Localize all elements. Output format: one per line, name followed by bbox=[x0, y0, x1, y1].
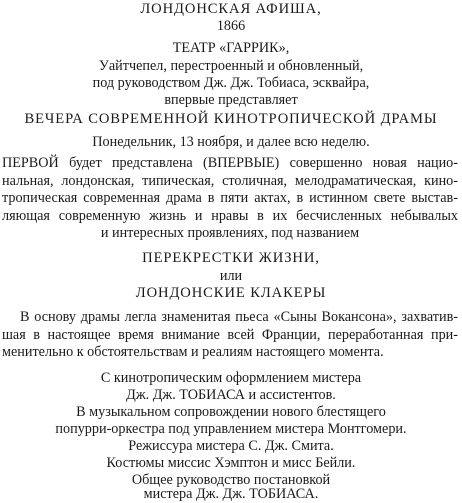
series-title: ВЕЧЕРА СОВРЕМЕННОЙ КИНОТРОПИЧЕСКОЙ ДРАМЫ bbox=[24, 111, 438, 127]
credit-line: Режиссура мистера С. Дж. Смита. bbox=[128, 438, 334, 454]
credit-line: В музыкальном сопровождении нового блестящего bbox=[76, 404, 386, 420]
credit-line: С кинотропическим оформлением мистера bbox=[100, 370, 362, 386]
theatre-line-3: впервые представляет bbox=[164, 92, 298, 108]
heading-year: 1866 bbox=[216, 18, 246, 34]
credit-line: Дж. Дж. ТОБИАСА и ассистентов. bbox=[126, 387, 336, 403]
basis-line: шая в настоящее время внимание всей Франции, переработанная при- bbox=[2, 326, 458, 343]
theatre-line-2: под руководством Дж. Дж. Тобиаса, эсквайра, bbox=[92, 75, 370, 91]
basis-paragraph bbox=[2, 309, 458, 362]
heading-title: ЛОНДОНСКАЯ АФИША, bbox=[140, 1, 322, 17]
basis-line: менительно к обстоятельствам и реалиям настоящего момента. bbox=[2, 344, 384, 361]
intro-line: ляющая современную жизнь и нравы в их бесчисленных небывалых bbox=[2, 207, 458, 224]
credit-line: мистера Дж. Дж. ТОБИАСА. bbox=[143, 486, 319, 502]
credit-line: попурри-оркестра под управлением мистера Монтгомери. bbox=[55, 421, 407, 437]
intro-line: тропическая современная драма в пяти актах, в истинном свете выстав- bbox=[2, 190, 458, 207]
schedule-line: Понедельник, 13 ноября, и далее всю неделю. bbox=[92, 134, 370, 150]
theatre-name: ТЕАТР «ГАРРИК», bbox=[172, 40, 290, 56]
play-or: или bbox=[219, 268, 243, 284]
intro-line: и интересных проявлениях, под названием bbox=[100, 225, 360, 242]
intro-line: ПЕРВОЙ будет представлена (ВПЕРВЫЕ) совершенно новая нацио- bbox=[2, 155, 458, 171]
credit-line: Костюмы миссис Хэмптон и мисс Бейли. bbox=[106, 455, 356, 471]
play-subtitle: ЛОНДОНСКИЕ КЛАКЕРЫ bbox=[135, 285, 327, 301]
intro-line: нальная, лондонская, типическая, столичная, мелодраматическая, кино- bbox=[2, 172, 458, 189]
basis-line: В основу драмы легла знаменитая пьеса «Сыны Вокансона», захватив- bbox=[20, 309, 458, 325]
intro-paragraph bbox=[2, 155, 458, 243]
theatre-line-1: Уайтчепел, перестроенный и обновленный, bbox=[98, 58, 364, 74]
play-title: ПЕРЕКРЕСТКИ ЖИЗНИ, bbox=[142, 250, 320, 266]
credit-line: Общее руководство постановкой bbox=[131, 472, 331, 488]
